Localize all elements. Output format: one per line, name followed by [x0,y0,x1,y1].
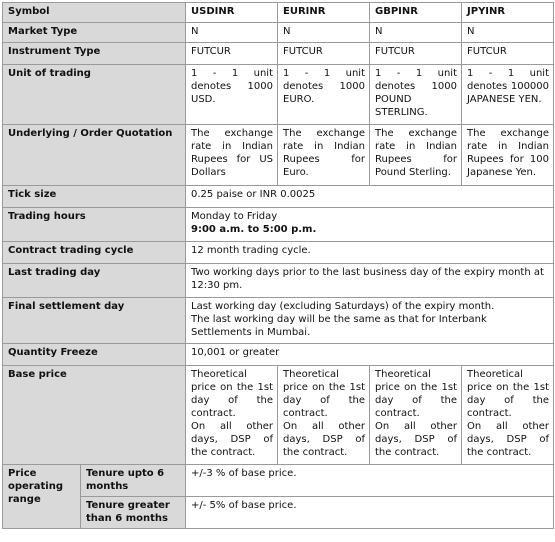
instrument-type-value: FUTCUR [186,43,278,65]
last-trading-day-label: Last trading day [3,264,186,298]
instrument-type-value: FUTCUR [462,43,554,65]
trading-hours-value [186,208,554,242]
final-settlement-value [186,298,554,344]
symbol-gbpinr: GBPINR [370,3,462,23]
base-price-value [462,366,554,465]
trading-hours-label: Trading hours [3,208,186,242]
market-type-value: N [462,23,554,43]
tenure-over-6-value: +/- 5% of base price. [186,497,554,529]
unit-of-trading-value: 1 - 1 unit denotes 1000 POUND STERLING. [370,65,462,125]
instrument-type-row [3,43,554,65]
base-price-other-days: On all other days, DSP of the contract. [467,421,550,458]
tenure-upto-6-label: Tenure upto 6 months [81,465,186,497]
final-settlement-label: Final settlement day [3,298,186,344]
base-price-row [3,366,554,465]
contract-cycle-label: Contract trading cycle [3,242,186,264]
price-range-row-1 [3,465,554,497]
quantity-freeze-row [3,344,554,366]
tick-size-row [3,186,554,208]
price-range-label: Price operating range [3,465,81,529]
underlying-label: Underlying / Order Quotation [3,125,186,186]
quantity-freeze-label: Quantity Freeze [3,344,186,366]
trading-days: Monday to Friday [191,211,278,222]
underlying-value: The exchange rate in Indian Rupees for US Dollars [186,125,278,186]
instrument-type-value: FUTCUR [278,43,370,65]
last-trading-day-value: Two working days prior to the last business day of the expiry month at 12:30 pm. [186,264,554,298]
unit-of-trading-row [3,65,554,125]
symbol-eurinr: EURINR [278,3,370,23]
tenure-upto-6-value: +/-3 % of base price. [186,465,554,497]
contract-cycle-row [3,242,554,264]
base-price-value [278,366,370,465]
instrument-type-label: Instrument Type [3,43,186,65]
trading-time: 9:00 a.m. to 5:00 p.m. [191,224,317,235]
market-type-value: N [370,23,462,43]
instrument-type-value: FUTCUR [370,43,462,65]
quantity-freeze-value: 10,001 or greater [186,344,554,366]
base-price-other-days: On all other days, DSP of the contract. [283,421,366,458]
underlying-value: The exchange rate in Indian Rupees for Euro. [278,125,370,186]
header-row [3,3,554,23]
market-type-value: N [278,23,370,43]
unit-of-trading-value: 1 - 1 unit denotes 1000 USD. [186,65,278,125]
unit-of-trading-value: 1 - 1 unit denotes 100000 JAPANESE YEN. [462,65,554,125]
contract-cycle-value: 12 month trading cycle. [186,242,554,264]
base-price-other-days: On all other days, DSP of the contract. [375,421,458,458]
trading-hours-row [3,208,554,242]
last-trading-day-row [3,264,554,298]
unit-of-trading-value: 1 - 1 unit denotes 1000 EURO. [278,65,370,125]
final-settlement-row [3,298,554,344]
symbol-label: Symbol [3,3,186,23]
tick-size-value: 0.25 paise or INR 0.0025 [186,186,554,208]
contract-specifications-table [2,2,554,529]
base-price-first-day: Theoretical price on the 1st day of the contract. [375,369,458,419]
tenure-over-6-label: Tenure greater than 6 months [81,497,186,529]
tick-size-label: Tick size [3,186,186,208]
underlying-value: The exchange rate in Indian Rupees for 100 Japanese Yen. [462,125,554,186]
price-range-row-2 [3,497,554,529]
market-type-row [3,23,554,43]
base-price-value [186,366,278,465]
base-price-first-day: Theoretical price on the 1st day of the contract. [467,369,550,419]
market-type-label: Market Type [3,23,186,43]
underlying-value: The exchange rate in Indian Rupees for Pound Sterling. [370,125,462,186]
symbol-jpyinr: JPYINR [462,3,554,23]
underlying-row [3,125,554,186]
base-price-first-day: Theoretical price on the 1st day of the contract. [283,369,366,419]
symbol-usdinr: USDINR [186,3,278,23]
market-type-value: N [186,23,278,43]
final-settlement-line2: The last working day will be the same as that for Interbank Settlements in Mumbai. [191,314,487,338]
base-price-value [370,366,462,465]
base-price-other-days: On all other days, DSP of the contract. [191,421,274,458]
final-settlement-line1: Last working day (excluding Saturdays) of the expiry month. [191,301,495,312]
base-price-first-day: Theoretical price on the 1st day of the contract. [191,369,274,419]
base-price-label: Base price [3,366,186,465]
unit-of-trading-label: Unit of trading [3,65,186,125]
